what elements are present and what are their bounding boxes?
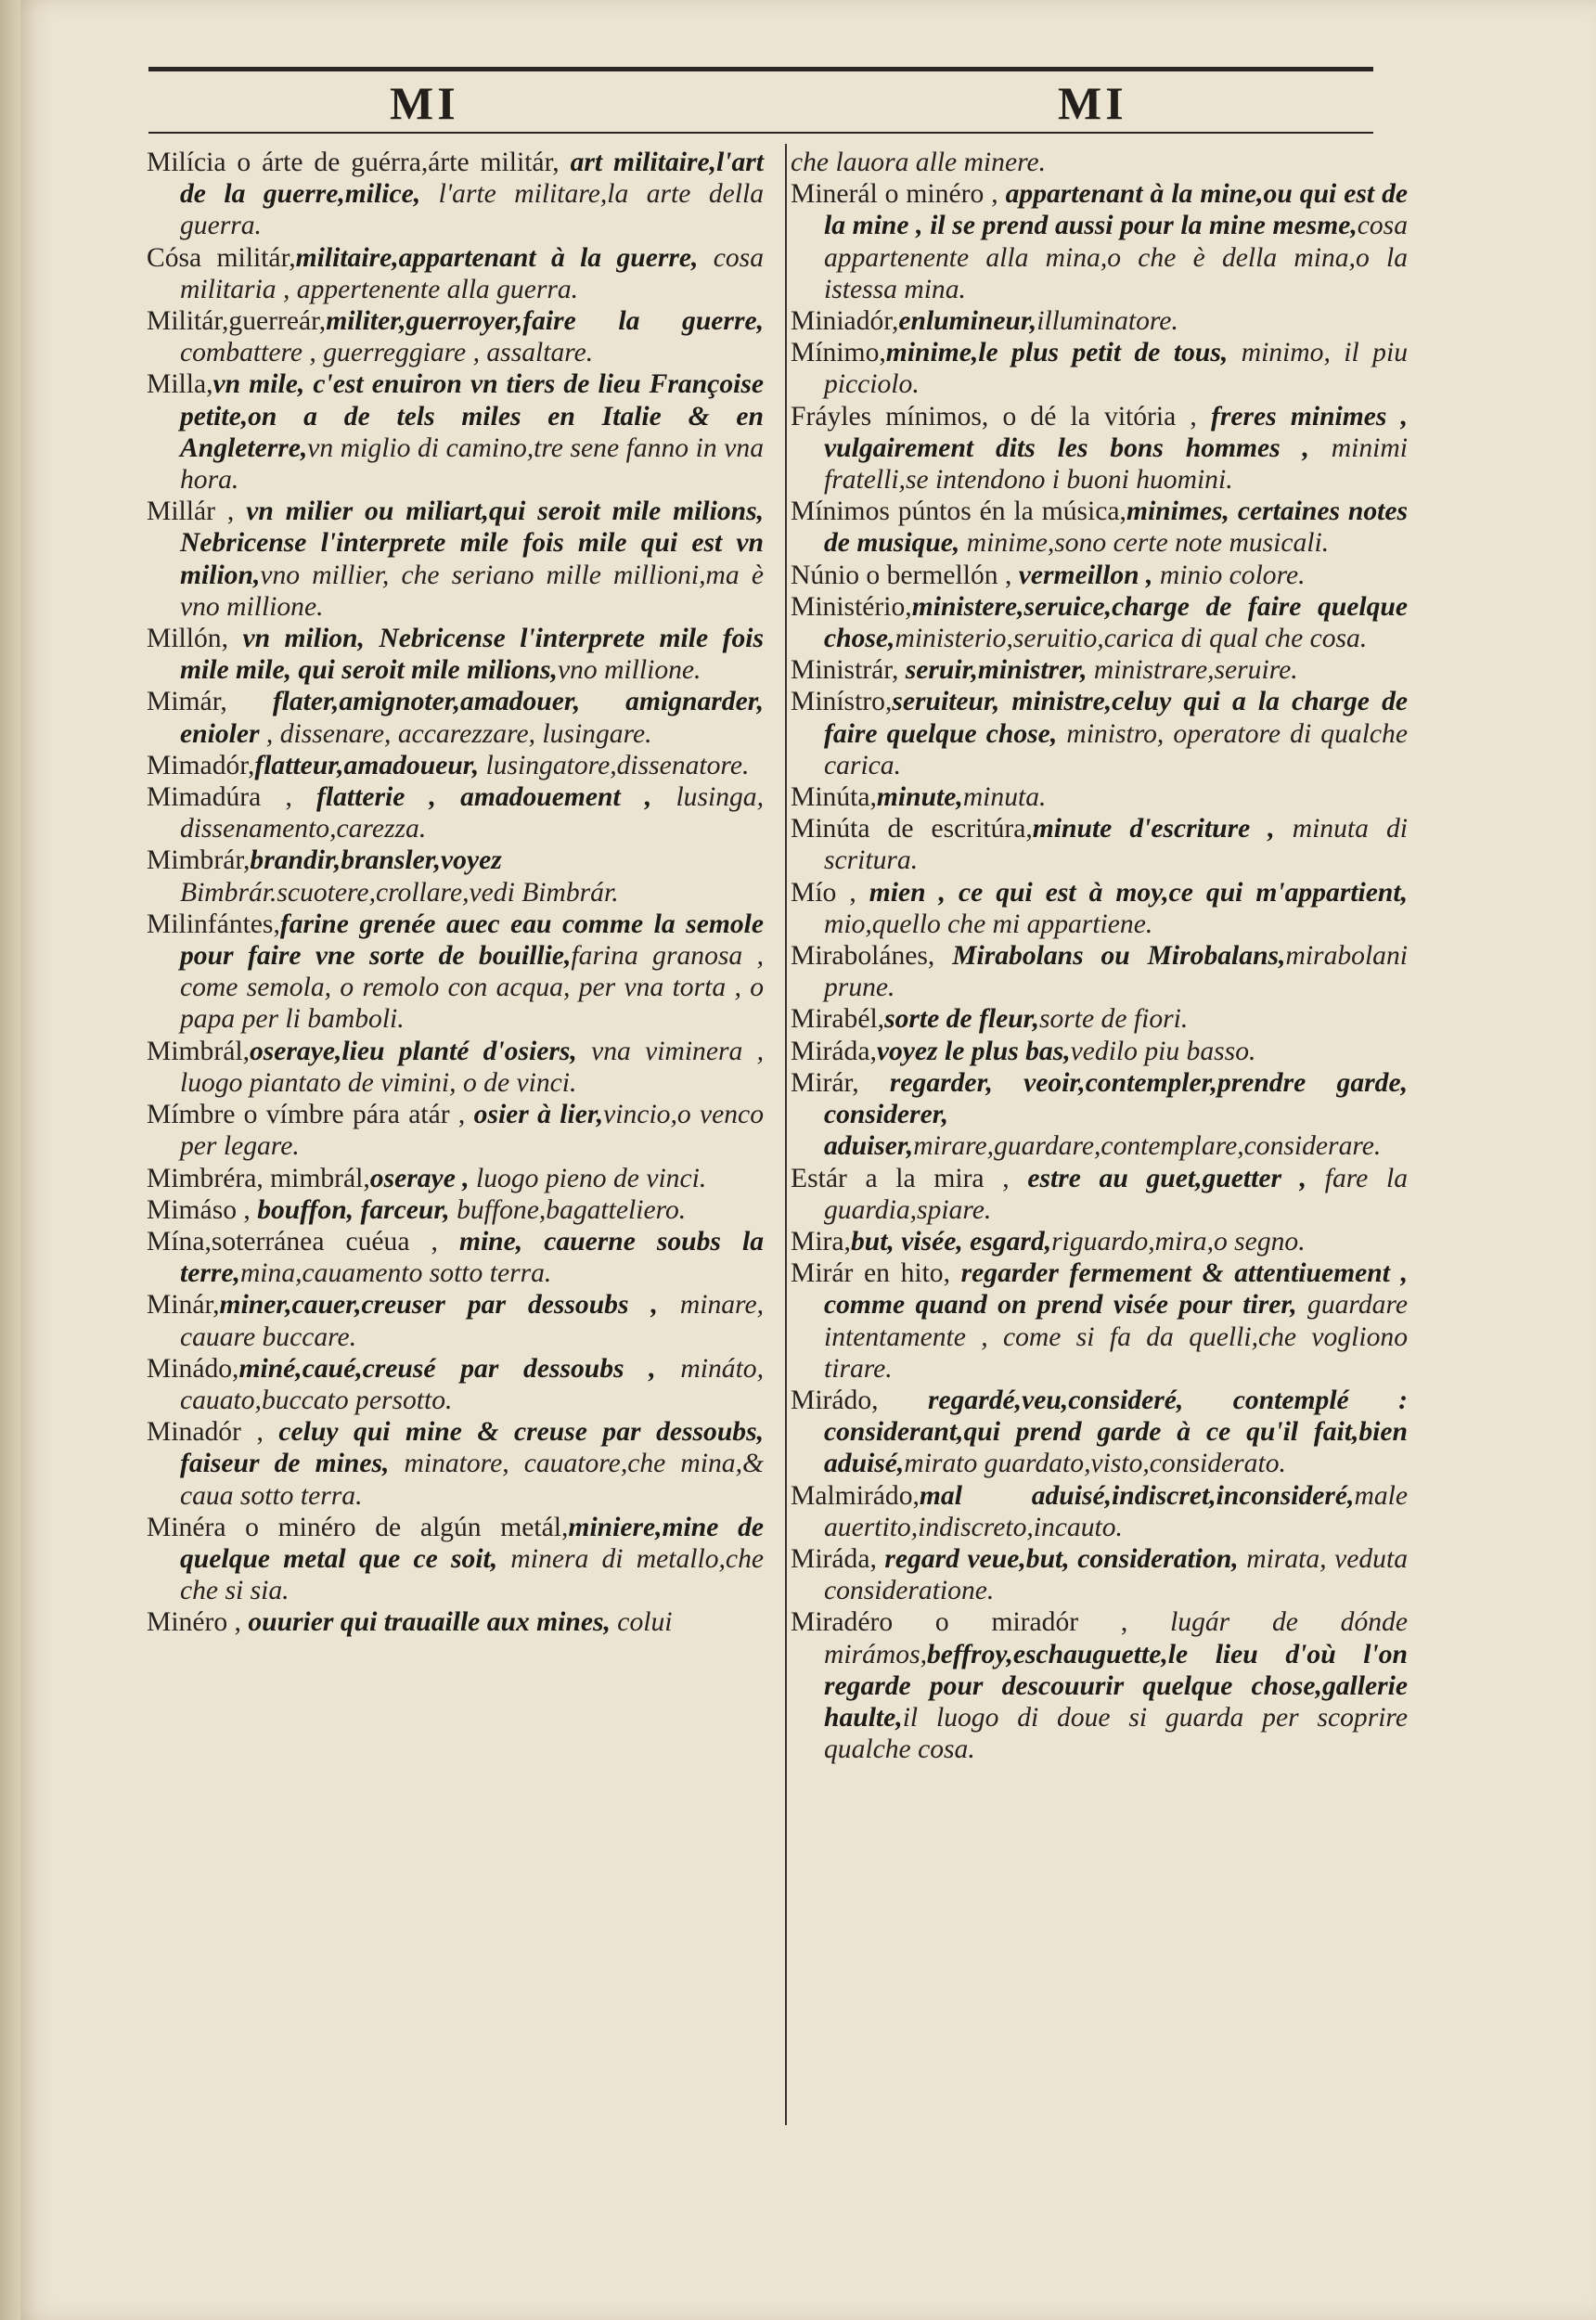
entry-head: Mirár, [791, 1067, 890, 1098]
dictionary-entry [791, 337, 1408, 400]
entry-fr: voyez le plus bas, [876, 1036, 1071, 1066]
entry-it2: il luogo di doue si guarda per scoprire qualche cosa. [824, 1702, 1408, 1765]
entry-head: Ministrár, [791, 655, 906, 686]
entry-fr: vermeillon , [1018, 560, 1153, 590]
entry-head: Minéro , [147, 1607, 249, 1638]
entry-it: mina,cauamento sotto terra. [239, 1258, 552, 1289]
entry-fr: regardé,veu,consideré, contemplé : considerant,qui prend garde à ce qu'il fait,bien aduisé, [824, 1385, 1409, 1479]
entry-it: minio colore. [1152, 560, 1306, 590]
entry-fr: miné,caué,creusé par dessoubs , [238, 1353, 656, 1384]
entry-head: Mimadúra , [147, 782, 317, 813]
entry-it: ministerio,seruitio,carica di qual che cosa. [895, 624, 1368, 654]
entry-head: Mira, [791, 1226, 851, 1257]
running-head-left: MI [390, 77, 459, 129]
entry-fr: militer,guerroyer,faire la guerre, [326, 306, 764, 337]
entry-fr: sorte de fleur, [884, 1004, 1039, 1035]
entry-it: minuta. [962, 782, 1047, 813]
dictionary-entry [791, 305, 1408, 337]
entry-fr: freres minimes , vulgairement dits les bons hommes , [824, 401, 1408, 463]
entry-it: vincio,o venco per legare. [180, 1100, 764, 1162]
entry-fr: appartenant à la mine,ou qui est de la mine , il se prend aussi pour la mine mesme, [824, 179, 1409, 241]
dictionary-entry [147, 305, 764, 368]
entry-it: buffone,bagatteliero. [449, 1194, 687, 1225]
entry-it: colui [610, 1607, 673, 1638]
entry-it: minuta di scritura. [824, 814, 1408, 876]
dictionary-entry [147, 781, 764, 844]
header-rule [148, 132, 1373, 134]
dictionary-entry [791, 1606, 1408, 1765]
entry-it: minimi fratelli,se intendono i buoni huomini. [824, 432, 1408, 496]
entry-head: Minúta de escritúra, [791, 814, 1033, 844]
entry-head: Mirabél, [791, 1004, 885, 1035]
entry-it: luogo pieno de vinci. [469, 1163, 707, 1193]
entry-it: mirato guardato,visto,considerato. [904, 1449, 1286, 1479]
entry-head: Milinfántes, [147, 909, 280, 939]
dictionary-entry [147, 909, 764, 1036]
entry-it: mináto, cauato,buccato persotto. [180, 1353, 764, 1415]
entry-head: Mínimos púntos én la música, [791, 496, 1126, 527]
dictionary-entry [791, 178, 1408, 305]
entry-it: lugár de dónde mirámos, [824, 1607, 1408, 1669]
entry-head: Minadór , [147, 1417, 279, 1448]
entry-head: Malmirádo, [791, 1480, 920, 1511]
dictionary-entry [791, 591, 1408, 654]
entry-it: mirare,guardare,contemplare,considerare. [913, 1131, 1382, 1162]
entry-head: Mimadór, [147, 750, 255, 780]
entry-head: Millón, [147, 624, 243, 654]
entry-it: vn miglio di camino,tre sene fanno in vna hora. [180, 432, 764, 496]
entry-head: Miráda, [791, 1036, 877, 1066]
entry-head: Mirabolánes, [791, 941, 953, 972]
entry-it: minime,sono certe note musicali. [959, 528, 1330, 559]
entry-head: Milla, [147, 369, 213, 400]
entry-it: farina granosa , come semola, o remolo con acqua, per vna torta , o papa per li bamboli. [180, 941, 764, 1035]
entry-head: Fráyles mínimos, o dé la vitória , [791, 401, 1211, 432]
entry-it: lusinga, dissenamento,carezza. [180, 782, 764, 844]
entry-it: mio,quello che mi appartiene. [824, 909, 1153, 939]
entry-head: Militár,guerreár, [147, 306, 327, 337]
entry-fr: seruiteur, ministre,celuy qui a la charge de faire quelque chose, [824, 687, 1408, 749]
entry-fr: regarder, veoir,contempler,prendre garde, considerer, aduiser, [824, 1067, 1408, 1162]
dictionary-entry [147, 1099, 764, 1162]
entry-it: minare, cauare buccare. [180, 1290, 764, 1352]
entry-it: vno millione. [557, 655, 701, 686]
entry-it: , dissenare, accarezzare, lusingare. [259, 718, 652, 749]
entry-head: Mirár en hito, [791, 1258, 961, 1289]
entry-it: minera di metallo,che che si sia. [180, 1543, 764, 1606]
page-edge [0, 0, 20, 2320]
entry-it: cosa appartenente alla mina,o che è della mina,o la istessa mina. [824, 211, 1408, 304]
entry-fr: mine, cauerne soubs la terre, [180, 1226, 764, 1289]
entry-head: Mímbre o vímbre pára atár , [147, 1100, 474, 1130]
dictionary-entry [147, 1194, 764, 1226]
entry-fr: but, visée, esgard, [850, 1226, 1052, 1257]
dictionary-entry [147, 1036, 764, 1099]
entry-head: Minádo, [147, 1353, 239, 1384]
entry-head: Minístro, [791, 687, 893, 717]
entry-head: Ministério, [791, 591, 912, 622]
dictionary-entry [147, 1512, 764, 1607]
dictionary-entry [791, 1543, 1408, 1606]
entry-head: Cósa militár, [147, 242, 296, 273]
entry-head: Miradéro o miradór , [791, 1607, 1171, 1638]
entry-it: combattere , guerreggiare , assaltare. [180, 338, 594, 368]
entry-fr: brandir,bransler,voyez [250, 845, 502, 876]
entry-head: Núnio o bermellón , [791, 560, 1019, 590]
entry-head: Minerál o minéro , [791, 179, 1006, 210]
entry-fr: vn milion, Nebricense l'interprete mile fois mile mile, qui seroit mile milions, [180, 624, 764, 686]
entry-fr: miner,cauer,creuser par dessoubs , [219, 1290, 658, 1321]
dictionary-entry [791, 1067, 1408, 1163]
entry-it: lusingatore,dissenatore. [479, 750, 750, 780]
dictionary-entry [147, 1226, 764, 1289]
entry-it: vna viminera , luogo piantato de vimini, o de vinci. [180, 1036, 764, 1098]
entry-fr: vn milier ou miliart,qui seroit mile milions, Nebricense l'interprete mile fois mile qui est vn milion, [180, 496, 764, 590]
entry-head: Mínimo, [791, 338, 886, 368]
entry-fr: flatterie , amadouement , [316, 782, 652, 813]
dictionary-entry [147, 1289, 764, 1352]
entry-fr: oseraye,lieu planté d'osiers, [249, 1036, 577, 1066]
entry-fr: minime,le plus petit de tous, [885, 338, 1229, 368]
entry-head: Minár, [147, 1290, 220, 1321]
entry-it: cosa militaria , appertenente alla guerra. [180, 242, 764, 304]
entry-it: minimo, il piu picciolo. [824, 338, 1409, 400]
entry-head: Estár a la mira , [791, 1163, 1028, 1193]
entry-head: Minéra o minéro de algún metál, [147, 1512, 569, 1542]
entry-fr: militaire,appartenant à la guerre, [295, 242, 699, 273]
dictionary-entry [147, 242, 764, 305]
entry-head: Mimbrár, [147, 845, 251, 876]
entry-head: Milícia o árte de guérra,árte militár, [147, 148, 571, 177]
entry-it: illuminatore. [1036, 306, 1178, 337]
entry-it: vedilo piu basso. [1070, 1036, 1256, 1066]
dictionary-entry [791, 1385, 1408, 1480]
entry-fr: regarder fermement & attentiuement , comme quand on prend visée pour tirer, [824, 1258, 1408, 1321]
left-column [147, 147, 764, 1639]
dictionary-entry [791, 686, 1408, 781]
entry-fr: ministere,seruice,charge de faire quelque chose, [824, 591, 1408, 654]
entry-fr: regard veue,but, consideration, [884, 1543, 1239, 1574]
entry-it: ministro, operatore di qualche carica. [824, 718, 1408, 780]
entry-fr: Mirabolans ou Mirobalans, [952, 941, 1286, 972]
entry-fr: estre au guet,guetter , [1027, 1163, 1307, 1193]
entry-fr: seruir,ministrer, [905, 655, 1088, 686]
entry-head: Miniadór, [791, 306, 899, 337]
dictionary-entry [791, 401, 1408, 496]
entry-it: che lauora alle minere. [791, 148, 1047, 177]
entry-fr: mal aduisé,indiscret,inconsideré, [919, 1480, 1355, 1511]
dictionary-entry [791, 940, 1408, 1003]
entry-fr: miniere,mine de quelque metal que ce soit, [180, 1512, 764, 1574]
entry-it: Bimbrár.scuotere,crollare,vedi Bimbrár. [180, 877, 619, 908]
column-divider [785, 144, 787, 2125]
dictionary-entry [791, 1226, 1408, 1257]
dictionary-entry [147, 750, 764, 781]
dictionary-entry [147, 1163, 764, 1194]
entry-fr: art militaire,l'art de la guerre,milice, [180, 148, 765, 210]
dictionary-entry [791, 813, 1408, 876]
entry-head: Mirádo, [791, 1385, 928, 1415]
entry-fr: oseraye , [369, 1163, 470, 1193]
entry-it: minatore, cauatore,che mina,& caua sotto terra. [180, 1449, 764, 1511]
entry-it: sorte de fiori. [1038, 1004, 1189, 1035]
dictionary-entry [147, 623, 764, 686]
entry-head: Mimáso , [147, 1194, 258, 1225]
dictionary-entry [791, 496, 1408, 559]
entry-fr: minute, [876, 782, 963, 813]
entry-head: Mimár, [147, 687, 273, 717]
dictionary-entry [147, 1606, 764, 1638]
entry-it: riguardo,mira,o segno. [1051, 1226, 1306, 1257]
entry-fr2: beffroy,eschauguette,le lieu d'où l'on regarde pour descouurir quelque chose,gallerie haulte, [824, 1639, 1408, 1733]
dictionary-entry [791, 877, 1408, 940]
entry-head: Mío , [791, 877, 869, 908]
entry-it: male auertito,indiscreto,incauto. [824, 1480, 1408, 1542]
dictionary-entry [791, 147, 1408, 178]
entry-fr: enlumineur, [898, 306, 1037, 337]
entry-fr: flatteur,amadoueur, [254, 750, 480, 780]
dictionary-entry [791, 1257, 1408, 1385]
dictionary-entry [147, 686, 764, 749]
entry-head: Miráda, [791, 1543, 885, 1574]
dictionary-entry [791, 560, 1408, 591]
entry-head: Minúta, [791, 782, 877, 813]
entry-fr: osier à lier, [473, 1100, 604, 1130]
running-head-right: MI [1058, 77, 1127, 129]
dictionary-entry [147, 1353, 764, 1416]
entry-fr: ouurier qui trauaille aux mines, [248, 1607, 611, 1638]
entry-fr: celuy qui mine & creuse par dessoubs, faiseur de mines, [180, 1417, 764, 1479]
entry-fr: flater,amignoter,amadouer, amignarder, enioler [180, 687, 764, 749]
dictionary-entry [791, 654, 1408, 686]
entry-fr: minute d'escriture , [1032, 814, 1275, 844]
entry-it: mirata, veduta consideratione. [824, 1543, 1408, 1606]
entry-head: Mína,soterránea cuéua , [147, 1226, 459, 1257]
dictionary-entry [147, 1416, 764, 1512]
dictionary-entry [147, 368, 764, 496]
entry-fr: bouffon, farceur, [257, 1194, 450, 1225]
entry-head: Mimbrál, [147, 1036, 250, 1066]
entry-head: Millár , [147, 496, 247, 527]
dictionary-entry [791, 1480, 1408, 1543]
entry-head: Mimbréra, mimbrál, [147, 1163, 370, 1193]
entry-it: l'arte militare,la arte della guerra. [180, 179, 765, 241]
entry-fr: vn mile, c'est enuiron vn tiers de lieu Françoise petite,on a de tels miles en Italie & en Angleterre, [180, 369, 764, 463]
dictionary-entry [791, 781, 1408, 813]
entry-fr: minimes, certaines notes de musique, [824, 496, 1408, 559]
dictionary-entry [147, 147, 764, 242]
entry-it: guardare intentamente , come si fa da quelli,che vogliono tirare. [824, 1290, 1408, 1384]
entry-it: fare la guardia,spiare. [824, 1163, 1408, 1225]
right-column [791, 147, 1408, 1765]
entry-it: vno millier, che seriano mille millioni,ma è vno millione. [180, 560, 764, 622]
entry-it: ministrare,seruire. [1087, 655, 1298, 686]
entry-fr: farine grenée auec eau comme la semole pour faire vne sorte de bouillie, [180, 909, 764, 972]
top-rule [148, 67, 1373, 71]
entry-it: mirabolani prune. [824, 941, 1408, 1003]
dictionary-entry [791, 1003, 1408, 1035]
entry-fr: mien , ce qui est à moy,ce qui m'appartient, [869, 877, 1408, 908]
dictionary-entry [147, 496, 764, 623]
dictionary-entry [791, 1163, 1408, 1226]
dictionary-entry [147, 844, 764, 908]
dictionary-entry [791, 1036, 1408, 1067]
